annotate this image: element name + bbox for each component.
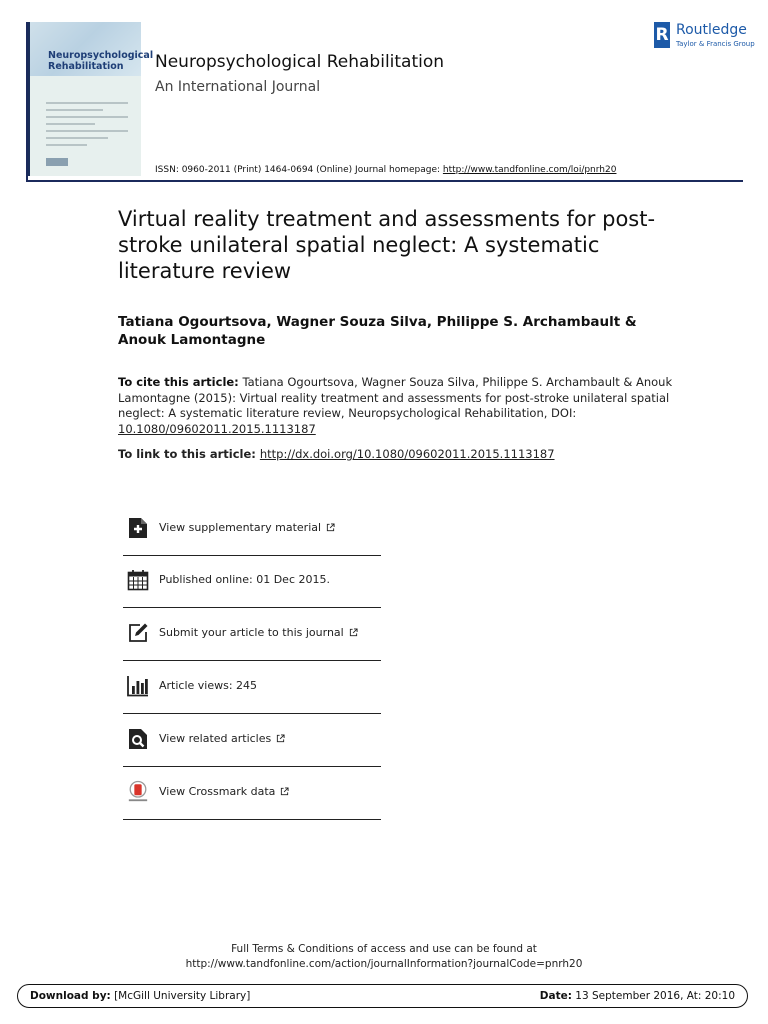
link-label: To link to this article:	[118, 447, 256, 461]
download-date: Date: 13 September 2016, At: 20:10	[539, 990, 735, 1002]
supplementary-material-link[interactable]: View supplementary material	[159, 521, 335, 534]
published-online-text: Published online: 01 Dec 2015.	[159, 573, 330, 586]
downloaded-by: Download by: [McGill University Library]	[30, 990, 251, 1002]
terms-url-link[interactable]: http://www.tandfonline.com/action/journalInformation?journalCode=pnrh20	[185, 958, 583, 970]
issn-line	[155, 165, 616, 175]
journal-subtitle: An International Journal	[155, 79, 321, 95]
download-info-bar	[17, 984, 748, 1008]
header-rule	[26, 180, 743, 182]
routledge-r-icon: R	[654, 22, 670, 48]
published-online-row	[123, 555, 381, 608]
bar-chart-icon	[127, 675, 149, 697]
cite-text: Tatiana Ogourtsova, Wagner Souza Silva, Philippe S. Archambault & Anouk Lamontagne (2015): Virtual reality treatment and assessments for post-stroke unilateral spatial neglect: A systematic literature review, Neuropsychological Rehabilitation, DOI:	[118, 375, 673, 420]
submit-article-link[interactable]: Submit your article to this journal	[159, 626, 358, 639]
cite-doi-link[interactable]: 10.1080/09602011.2015.1113187	[118, 421, 316, 436]
article-title: Virtual reality treatment and assessments for post-stroke unilateral spatial neglect: A systematic literature review	[118, 207, 656, 283]
related-articles-link[interactable]: View related articles	[159, 732, 285, 745]
calendar-icon	[127, 569, 149, 591]
publisher-name: Routledge	[676, 22, 747, 38]
issn-text: ISSN: 0960-2011 (Print) 1464-0694 (Online) Journal homepage:	[155, 165, 443, 175]
article-authors: Tatiana Ogourtsova, Wagner Souza Silva, Philippe S. Archambault & Anouk Lamontagne	[118, 314, 637, 348]
supplementary-material-row[interactable]	[123, 503, 381, 556]
search-document-icon	[127, 728, 149, 750]
external-link-icon	[326, 523, 335, 532]
journal-cover-image	[28, 22, 154, 176]
journal-title: Neuropsychological Rehabilitation	[155, 52, 445, 72]
article-views-row	[123, 661, 381, 714]
external-link-icon	[276, 734, 285, 743]
publisher-tagline: Taylor & Francis Group	[676, 40, 755, 48]
crossmark-icon	[127, 781, 149, 803]
supplementary-icon	[127, 517, 149, 539]
article-link-block	[118, 447, 678, 461]
journal-homepage-link[interactable]: http://www.tandfonline.com/loi/pnrh20	[442, 165, 617, 175]
related-articles-row[interactable]	[123, 714, 381, 767]
citation-block	[118, 375, 678, 437]
cover-contents	[46, 102, 128, 151]
crossmark-row[interactable]	[123, 767, 381, 820]
external-link-icon	[349, 628, 358, 637]
crossmark-link[interactable]: View Crossmark data	[159, 785, 289, 798]
article-doi-link[interactable]: http://dx.doi.org/10.1080/09602011.2015.1113187	[259, 447, 555, 461]
cover-title: Neuropsychological Rehabilitation	[48, 50, 154, 72]
terms-text: Full Terms & Conditions of access and use can be found at	[231, 943, 537, 955]
cover-publisher-mark	[46, 158, 68, 166]
edit-icon	[127, 622, 149, 644]
cite-label: To cite this article:	[118, 375, 239, 389]
submit-article-row[interactable]	[123, 608, 381, 661]
article-views-text: Article views: 245	[159, 679, 258, 692]
external-link-icon	[280, 787, 289, 796]
